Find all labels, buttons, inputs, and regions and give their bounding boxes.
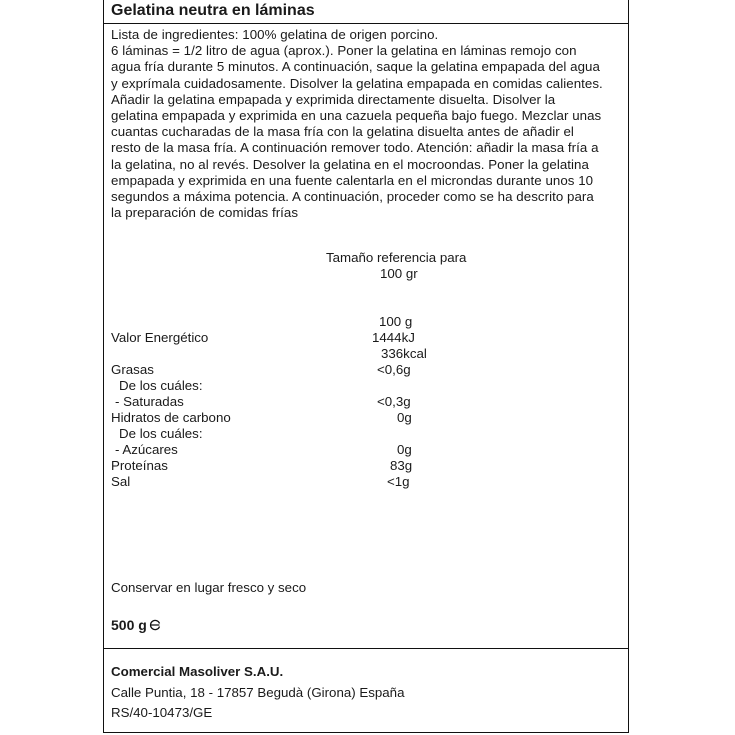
- sugars-label: - Azúcares: [115, 442, 178, 457]
- text-line: Lista de ingredientes: 100% gelatina de origen porcino.: [111, 27, 439, 42]
- fat-label: Grasas: [111, 362, 154, 377]
- nutrition-header-line2: 100 gr: [380, 266, 418, 281]
- nutrition-header-line1: Tamaño referencia para: [326, 250, 467, 265]
- label-frame: [103, 0, 629, 733]
- company-name: Comercial Masoliver S.A.U.: [111, 664, 284, 679]
- title-divider: [104, 23, 628, 24]
- net-weight-value: 500 g: [111, 617, 147, 633]
- nutrition-column-header: 100 g: [379, 314, 413, 329]
- storage-instructions: Conservar en lugar fresco y seco: [111, 580, 307, 595]
- text-line: agua fría durante 5 minutos. A continuación, saque la gelatina empapada del agua: [111, 59, 600, 75]
- fat-value: <0,6g: [377, 362, 411, 377]
- company-divider: [104, 648, 628, 649]
- protein-label: Proteínas: [111, 458, 168, 473]
- carbs-of-which: De los cuáles:: [119, 426, 203, 441]
- product-title: Gelatina neutra en láminas: [111, 2, 315, 19]
- energy-label: Valor Energético: [111, 330, 209, 345]
- company-address: Calle Puntia, 18 - 17857 Begudà (Girona) España: [111, 685, 405, 700]
- text-line: y exprímala cuidadosamente. Disolver la gelatina empapada en comidas calientes.: [111, 75, 603, 91]
- text-line: la gelatina, no al revés. Desolver la gelatina en el mocroondas. Poner la gelatina: [111, 156, 589, 172]
- text-line: 6 láminas = 1/2 litro de agua (aprox.). Poner la gelatina en láminas remojo con: [111, 43, 577, 59]
- net-weight: [111, 617, 161, 633]
- energy-kj-value: 1444kJ: [372, 330, 415, 345]
- fat-of-which: De los cuáles:: [119, 378, 203, 393]
- text-line: la preparación de comidas frías: [111, 205, 299, 221]
- registry-number: RS/40-10473/GE: [111, 705, 213, 720]
- text-line: Añadir la gelatina empapada y exprimida directamente disuelta. Disolver la: [111, 91, 556, 107]
- ingredients-instructions: [111, 27, 623, 221]
- text-line: gelatina empapada y exprimida en una cazuela pequeña bajo fuego. Mezclar unas: [111, 108, 602, 124]
- saturated-label: - Saturadas: [115, 394, 184, 409]
- text-line: resto de la masa fría. A continuación remover todo. Atención: añadir la masa fría a: [111, 140, 599, 156]
- protein-value: 83g: [390, 458, 413, 473]
- text-line: empapada y exprimida en una fuente calentarla en el microndas durante unos 10: [111, 172, 594, 188]
- text-line: segundos a máxima potencia. A continuación, proceder como se ha descrito para: [111, 189, 594, 205]
- text-line: cuantas cucharadas de la masa fría con la gelatina disuelta antes de añadir el: [111, 124, 574, 140]
- carbs-label: Hidratos de carbono: [111, 410, 231, 425]
- estimated-sign-icon: [149, 619, 161, 631]
- sugars-value: 0g: [397, 442, 412, 457]
- energy-kcal-value: 336kcal: [381, 346, 427, 361]
- saturated-value: <0,3g: [377, 394, 411, 409]
- salt-label: Sal: [111, 474, 131, 489]
- salt-value: <1g: [387, 474, 410, 489]
- carbs-value: 0g: [397, 410, 412, 425]
